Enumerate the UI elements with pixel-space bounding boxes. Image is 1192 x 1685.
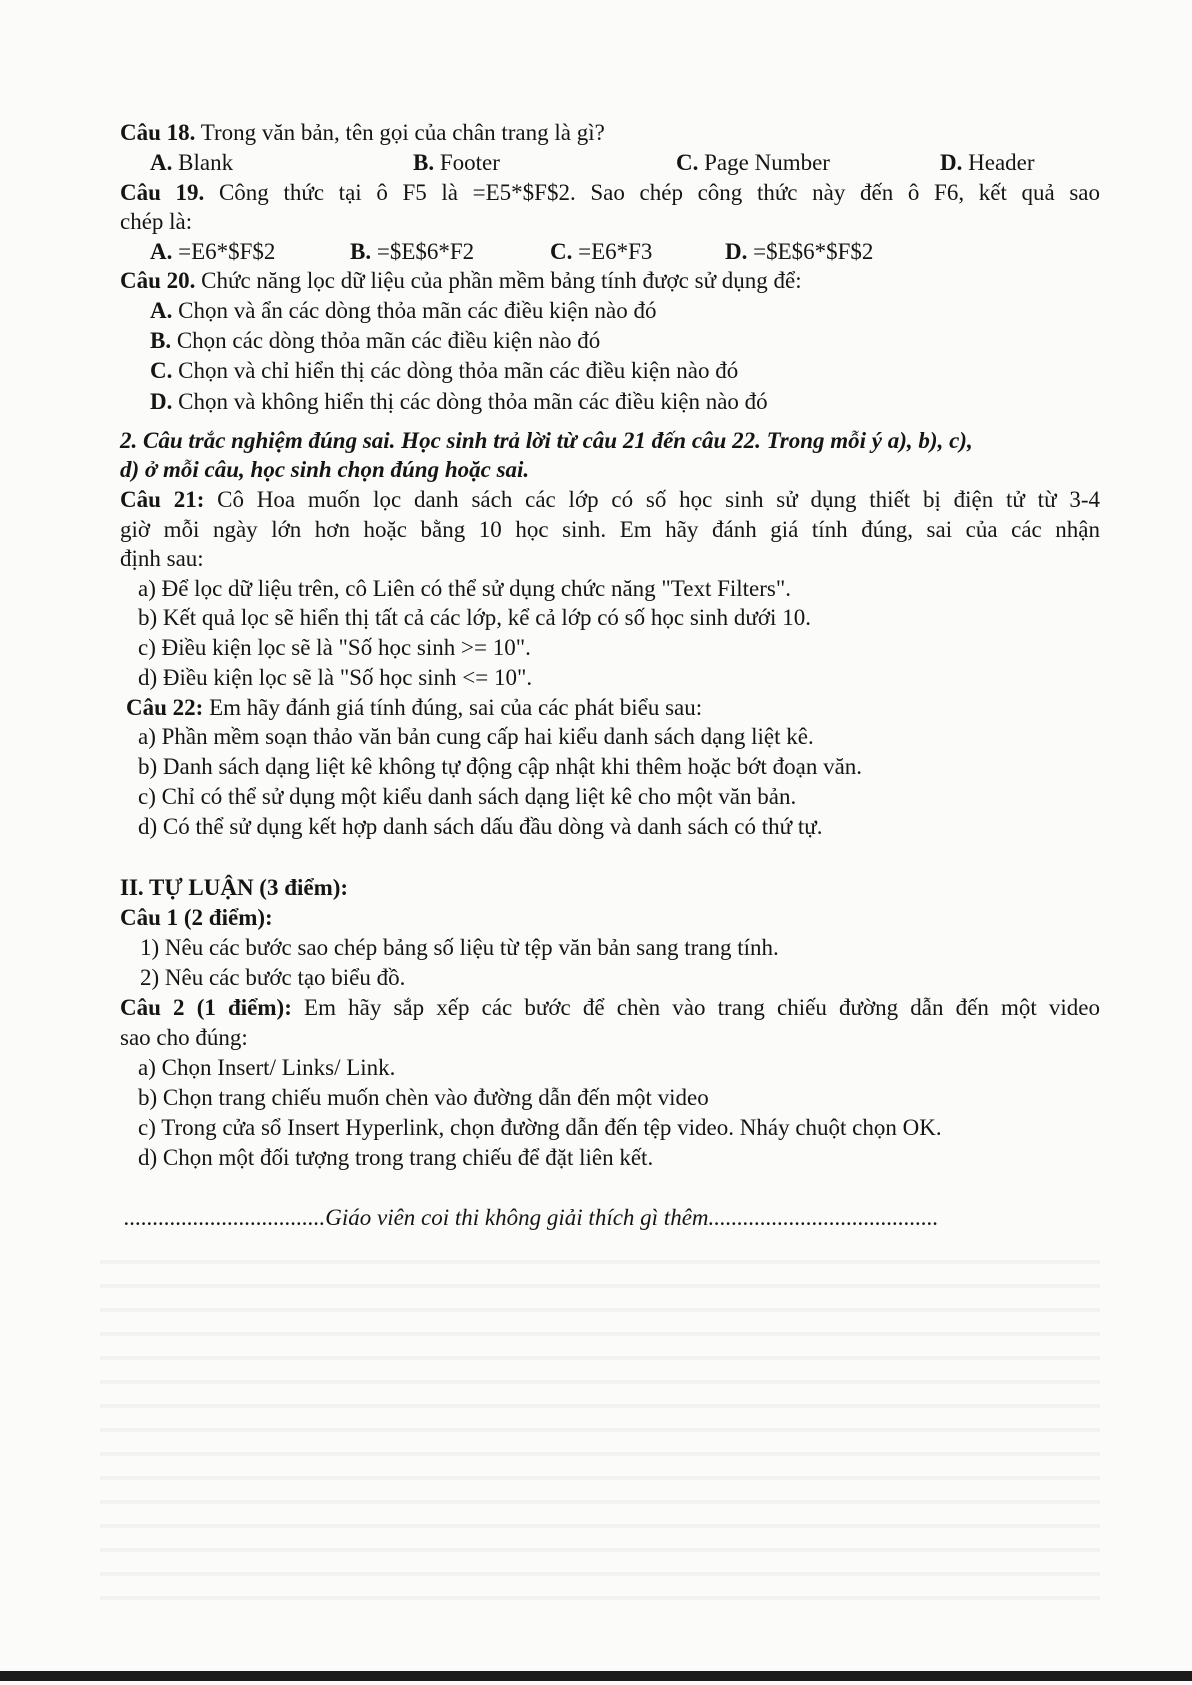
question-label: Câu 20. xyxy=(120,268,196,293)
section-heading-continued: d) ở mỗi câu, học sinh chọn đúng hoặc sai. xyxy=(120,457,530,482)
question-19-continued: chép là: xyxy=(120,209,193,234)
question-19 xyxy=(120,179,1100,207)
part-2-heading: II. TỰ LUẬN (3 điểm): xyxy=(120,875,349,900)
question-label: Câu 19. xyxy=(120,180,205,205)
option-d: D. =$E$6*$F$2 xyxy=(725,239,874,264)
option-a: A. Chọn và ẩn các dòng thỏa mãn các điều kiện nào đó xyxy=(150,298,657,323)
step-a: a) Chọn Insert/ Links/ Link. xyxy=(138,1055,396,1080)
option-d: D. Chọn và không hiển thị các dòng thỏa mãn các điều kiện nào đó xyxy=(150,389,768,414)
question-21-line3: định sau: xyxy=(120,546,204,571)
question-21 xyxy=(120,486,1100,514)
question-label: Câu 22: xyxy=(126,695,204,720)
essay-q1-item-1: 1) Nêu các bước sao chép bảng số liệu từ tệp văn bản sang trang tính. xyxy=(140,935,779,960)
statement-d: d) Điều kiện lọc sẽ là "Số học sinh <= 10". xyxy=(138,665,533,690)
essay-question-2 xyxy=(120,994,1100,1022)
question-text: Trong văn bản, tên gọi của chân trang là gì? xyxy=(195,120,605,145)
end-note: ...................................Giáo viên coi thi không giải thích gì thêm........................................ xyxy=(124,1205,939,1230)
step-d: d) Chọn một đối tượng trong trang chiếu để đặt liên kết. xyxy=(138,1145,654,1170)
question-text: Em hãy đánh giá tính đúng, sai của các phát biểu sau: xyxy=(203,695,703,720)
question-20 xyxy=(120,267,802,295)
essay-q1-item-2: 2) Nêu các bước tạo biểu đồ. xyxy=(140,965,406,990)
question-text: Em hãy sắp xếp các bước để chèn vào trang chiếu đường dẫn đến một video xyxy=(304,995,1101,1020)
option-a: A. =E6*$F$2 xyxy=(150,239,276,264)
option-b: B. Footer xyxy=(413,150,500,175)
option-d: D. Header xyxy=(940,150,1035,175)
step-c: c) Trong cửa sổ Insert Hyperlink, chọn đường dẫn đến tệp video. Nháy chuột chọn OK. xyxy=(138,1115,942,1140)
question-text: Cô Hoa muốn lọc danh sách các lớp có số học sinh sử dụng thiết bị điện tử từ 3-4 xyxy=(217,487,1100,512)
question-label: Câu 18. xyxy=(120,120,196,145)
scan-edge-bar xyxy=(0,1671,1192,1681)
question-text: Chức năng lọc dữ liệu của phần mềm bảng tính được sử dụng để: xyxy=(195,268,802,293)
option-c: C. Chọn và chỉ hiển thị các dòng thỏa mãn các điều kiện nào đó xyxy=(150,358,739,383)
section-heading: 2. Câu trắc nghiệm đúng sai. Học sinh trả lời từ câu 21 đến câu 22. Trong mỗi ý a), b), c), xyxy=(120,428,973,453)
question-21-line2: giờ mỗi ngày lớn hơn hoặc bằng 10 học sinh. Em hãy đánh giá tính đúng, sai của các nhận xyxy=(120,517,1100,542)
statement-b: b) Danh sách dạng liệt kê không tự động cập nhật khi thêm hoặc bớt đoạn văn. xyxy=(138,754,863,779)
statement-b: b) Kết quả lọc sẽ hiển thị tất cả các lớp, kể cả lớp có số học sinh dưới 10. xyxy=(138,605,811,630)
option-b: B. =$E$6*F2 xyxy=(350,239,475,264)
statement-c: c) Điều kiện lọc sẽ là "Số học sinh >= 10". xyxy=(138,635,531,660)
question-22 xyxy=(126,694,702,722)
option-c: C. Page Number xyxy=(676,150,830,175)
question-label: Câu 21: xyxy=(120,487,205,512)
essay-question-1: Câu 1 (2 điểm): xyxy=(120,905,273,930)
question-18 xyxy=(120,119,605,147)
statement-c: c) Chỉ có thể sử dụng một kiểu danh sách dạng liệt kê cho một văn bản. xyxy=(138,784,797,809)
question-text: Công thức tại ô F5 là =E5*$F$2. Sao chép công thức này đến ô F6, kết quả sao xyxy=(218,180,1101,205)
option-c: C. =E6*F3 xyxy=(550,239,653,264)
statement-a: a) Phần mềm soạn thảo văn bản cung cấp hai kiểu danh sách dạng liệt kê. xyxy=(138,724,814,749)
step-b: b) Chọn trang chiếu muốn chèn vào đường dẫn đến một video xyxy=(138,1085,709,1110)
essay-question-2-continued: sao cho đúng: xyxy=(120,1025,248,1050)
option-a: A. Blank xyxy=(150,150,234,175)
statement-d: d) Có thể sử dụng kết hợp danh sách dấu đầu dòng và danh sách có thứ tự. xyxy=(138,814,823,839)
question-label: Câu 2 (1 điểm): xyxy=(120,995,292,1020)
option-b: B. Chọn các dòng thỏa mãn các điều kiện nào đó xyxy=(150,328,601,353)
statement-a: a) Để lọc dữ liệu trên, cô Liên có thể sử dụng chức năng "Text Filters". xyxy=(138,576,792,601)
